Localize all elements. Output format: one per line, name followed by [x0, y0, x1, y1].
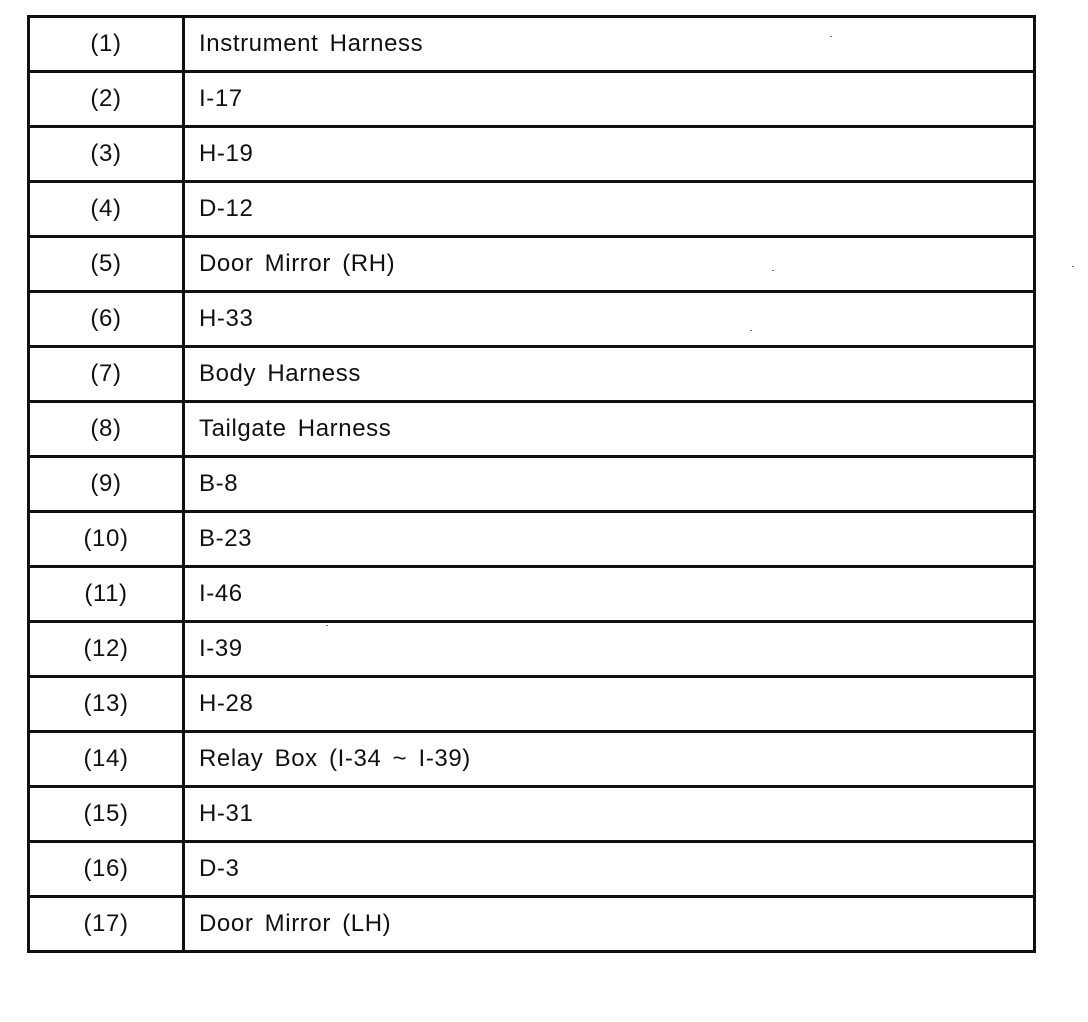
table-row	[29, 17, 1035, 72]
item-number: (15)	[29, 787, 184, 842]
item-label: I-46	[184, 567, 1035, 622]
item-label: D-12	[184, 182, 1035, 237]
item-number: (12)	[29, 622, 184, 677]
item-number: (3)	[29, 127, 184, 182]
item-number: (8)	[29, 402, 184, 457]
table-row	[29, 237, 1035, 292]
item-label: D-3	[184, 842, 1035, 897]
item-label: Tailgate Harness	[184, 402, 1035, 457]
scan-speck	[830, 36, 832, 37]
scan-speck	[1072, 266, 1074, 267]
table-row	[29, 842, 1035, 897]
item-number: (6)	[29, 292, 184, 347]
legend-table-body	[29, 17, 1035, 952]
item-number: (11)	[29, 567, 184, 622]
table-row	[29, 732, 1035, 787]
scan-speck	[772, 270, 774, 271]
item-label: H-28	[184, 677, 1035, 732]
item-number: (16)	[29, 842, 184, 897]
item-number: (4)	[29, 182, 184, 237]
table-row	[29, 127, 1035, 182]
item-label: H-19	[184, 127, 1035, 182]
item-number: (5)	[29, 237, 184, 292]
item-label: Instrument Harness	[184, 17, 1035, 72]
item-number: (17)	[29, 897, 184, 952]
item-label: Door Mirror (LH)	[184, 897, 1035, 952]
item-number: (2)	[29, 72, 184, 127]
item-label: H-33	[184, 292, 1035, 347]
item-number: (7)	[29, 347, 184, 402]
item-label: B-8	[184, 457, 1035, 512]
table-row	[29, 622, 1035, 677]
scan-speck	[326, 625, 328, 626]
scan-speck	[750, 330, 752, 331]
item-label: Door Mirror (RH)	[184, 237, 1035, 292]
table-row	[29, 787, 1035, 842]
table-row	[29, 72, 1035, 127]
item-label: H-31	[184, 787, 1035, 842]
item-number: (9)	[29, 457, 184, 512]
table-row	[29, 347, 1035, 402]
item-label: I-39	[184, 622, 1035, 677]
item-number: (14)	[29, 732, 184, 787]
table-row	[29, 182, 1035, 237]
table-row	[29, 292, 1035, 347]
table-row	[29, 457, 1035, 512]
item-label: B-23	[184, 512, 1035, 567]
table-row	[29, 512, 1035, 567]
table-row	[29, 402, 1035, 457]
item-label: I-17	[184, 72, 1035, 127]
table-row	[29, 897, 1035, 952]
table-row	[29, 567, 1035, 622]
table-row	[29, 677, 1035, 732]
item-number: (10)	[29, 512, 184, 567]
item-number: (1)	[29, 17, 184, 72]
item-label: Body Harness	[184, 347, 1035, 402]
item-number: (13)	[29, 677, 184, 732]
item-label: Relay Box (I-34 ~ I-39)	[184, 732, 1035, 787]
parts-legend-table	[27, 15, 1036, 953]
